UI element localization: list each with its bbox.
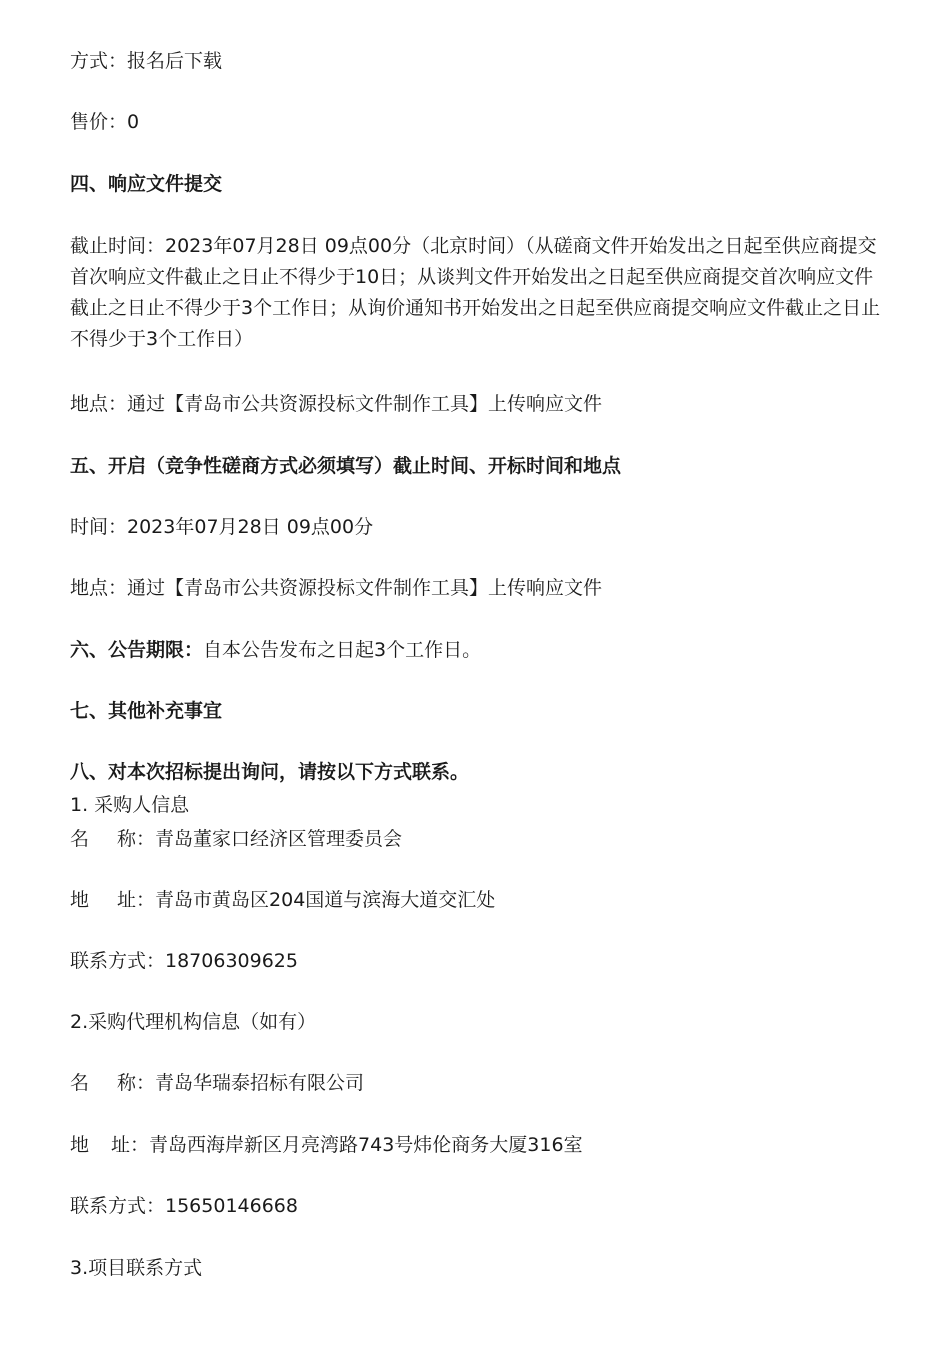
section4-heading: 四、响应文件提交 xyxy=(70,173,223,195)
agency-address: 青岛西海岸新区月亮湾路743号炜伦商务大厦316室 xyxy=(149,1134,583,1156)
agency-address-line xyxy=(70,1130,583,1161)
section7-heading: 七、其他补充事宜 xyxy=(70,700,223,722)
project-contact-title: 3.项目联系方式 xyxy=(70,1257,203,1279)
agency-name: 青岛华瑞泰招标有限公司 xyxy=(155,1072,365,1094)
location-line-1: 地点：通过【青岛市公共资源投标文件制作工具】上传响应文件 xyxy=(70,393,603,415)
agency-addr-label-b: 址： xyxy=(111,1134,150,1156)
purchaser-address: 青岛市黄岛区204国道与滨海大道交汇处 xyxy=(155,889,496,911)
open-time-line: 时间：2023年07月28日 09点00分 xyxy=(70,516,374,538)
agency-name-label-b: 称： xyxy=(117,1072,156,1094)
location-line-2: 地点：通过【青岛市公共资源投标文件制作工具】上传响应文件 xyxy=(70,577,603,599)
agency-name-label-a: 名 xyxy=(70,1072,90,1094)
section5-heading: 五、开启（竞争性磋商方式必须填写）截止时间、开标时间和地点 xyxy=(70,455,622,477)
purchaser-addr-label-b: 址： xyxy=(117,889,156,911)
agency-addr-label-a: 地 xyxy=(70,1134,90,1156)
agency-name-line xyxy=(70,1068,364,1099)
purchaser-addr-label-a: 地 xyxy=(70,889,90,911)
section6-label: 六、公告期限： xyxy=(70,639,204,661)
price-line: 售价：0 xyxy=(70,111,140,133)
deadline-paragraph: 截止时间：2023年07月28日 09点00分（北京时间）（从磋商文件开始发出之日起至供应商提交首次响应文件截止之日止不得少于10日；从谈判文件开始发出之日起至供应商提交首次响应文件截止之日止不得少于3个工作日；从询价通知书开始发出之日起至供应商提交响应文件截止之日止不得少于3个工作日） xyxy=(70,235,881,350)
purchaser-contact-line: 联系方式：18706309625 xyxy=(70,950,298,972)
agency-title: 2.采购代理机构信息（如有） xyxy=(70,1011,317,1033)
purchaser-name-label-a: 名 xyxy=(70,828,90,850)
section8-heading: 八、对本次招标提出询问，请按以下方式联系。 xyxy=(70,761,470,783)
section6-line xyxy=(70,635,481,666)
section6-text: 自本公告发布之日起3个工作日。 xyxy=(203,639,482,661)
agency-contact-line: 联系方式：15650146668 xyxy=(70,1195,298,1217)
purchaser-title: 1. 采购人信息 xyxy=(70,794,190,816)
purchaser-name: 青岛董家口经济区管理委员会 xyxy=(155,828,403,850)
method-line: 方式：报名后下载 xyxy=(70,50,223,72)
purchaser-name-label-b: 称： xyxy=(117,828,156,850)
purchaser-name-line xyxy=(70,824,402,855)
purchaser-address-line xyxy=(70,885,495,916)
